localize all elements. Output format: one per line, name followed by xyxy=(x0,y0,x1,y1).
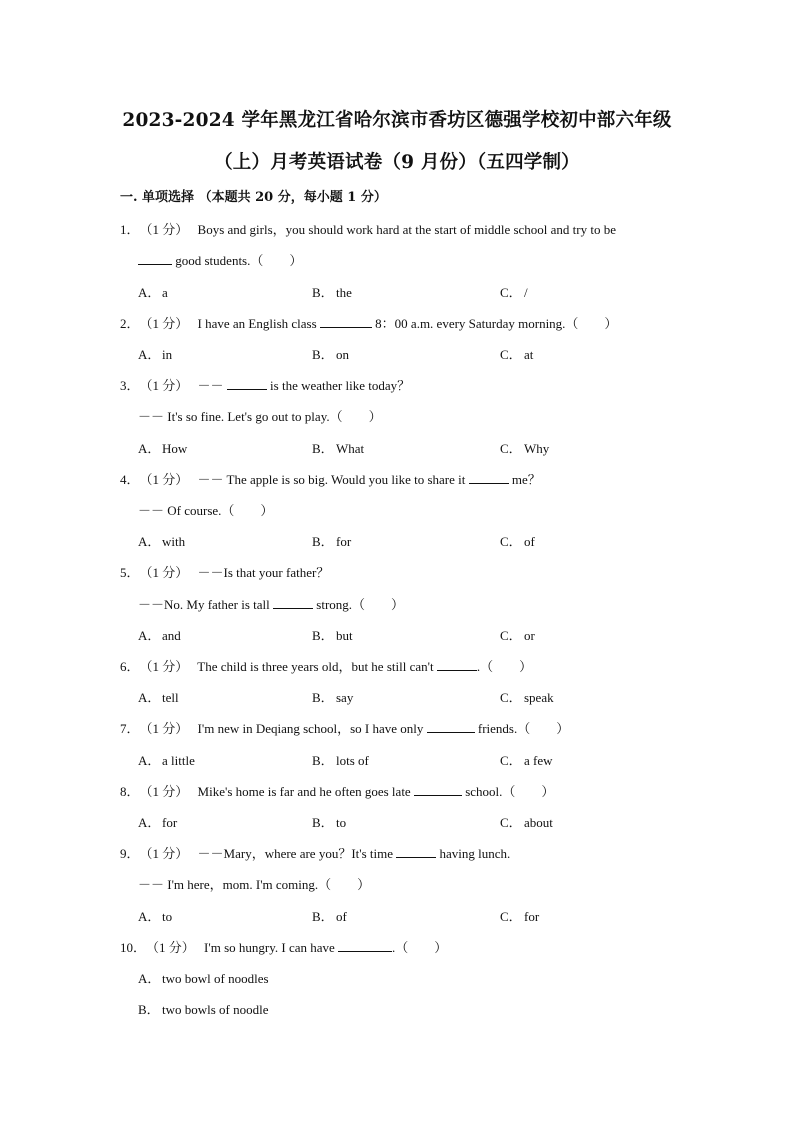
option-c: C． / xyxy=(500,285,528,300)
question-2: 2．（1 分） I have an English class 8：00 a.m. every Saturday morning.（ ） xyxy=(120,316,618,331)
option-b: B． for xyxy=(312,534,352,549)
option-a: A． a little xyxy=(138,753,195,768)
question-9: 9．（1 分） －－Mary，where are you？It's time having lunch. xyxy=(120,846,511,861)
option-a: A． a xyxy=(138,285,168,300)
option-b: B． the xyxy=(312,285,352,300)
option-a: A． tell xyxy=(138,690,179,705)
option-b: B． to xyxy=(312,815,347,830)
exam-title-line-1: 2023-2024 学年黑龙江省哈尔滨市香坊区德强学校初中部六年级 xyxy=(122,110,672,131)
question-7: 7．（1 分） I'm new in Deqiang school，so I have only friends.（ ） xyxy=(120,721,570,736)
option-c: C． a few xyxy=(500,753,553,768)
option-b: B． lots of xyxy=(312,753,369,768)
question-3-reply: －－ It's so fine. Let's go out to play.（ ） xyxy=(138,409,382,424)
option-b: B． on xyxy=(312,347,349,362)
answer-blank xyxy=(227,377,267,390)
question-1: 1．（1 分） Boys and girls，you should work hard at the start of middle school and try to be xyxy=(120,222,616,237)
question-6: 6．（1 分） The child is three years old，but he still can't .（ ） xyxy=(120,659,533,674)
question-text: Boys and girls，you should work hard at the start of middle school and try to be xyxy=(197,222,616,237)
option-b: B． of xyxy=(312,909,347,924)
exam-title-line-2: （上）月考英语试卷（9 月份）（五四学制） xyxy=(214,152,580,173)
answer-blank xyxy=(273,596,313,609)
question-5: 5．（1 分） －－Is that your father？ xyxy=(120,565,330,580)
option-a: A． in xyxy=(138,347,173,362)
option-a: A． to xyxy=(138,909,173,924)
option-a: A． with xyxy=(138,534,186,549)
answer-blank xyxy=(396,845,436,858)
answer-blank xyxy=(414,783,462,796)
option-a: A． for xyxy=(138,815,178,830)
option-a: A． two bowl of noodles xyxy=(138,971,269,986)
question-8: 8．（1 分） Mike's home is far and he often goes late school.（ ） xyxy=(120,784,555,799)
question-9-reply: －－ I'm here，mom. I'm coming.（ ） xyxy=(138,877,371,892)
option-c: C． about xyxy=(500,815,553,830)
option-a: A． and xyxy=(138,628,181,643)
option-c: C． for xyxy=(500,909,540,924)
answer-blank xyxy=(427,720,475,733)
option-b: B． two bowls of noodle xyxy=(138,1002,269,1017)
option-b: B． What xyxy=(312,441,365,456)
answer-blank xyxy=(469,471,509,484)
answer-blank xyxy=(320,315,372,328)
option-a: A． How xyxy=(138,441,188,456)
option-b: B． say xyxy=(312,690,354,705)
question-5-reply: －－No. My father is tall strong.（ ） xyxy=(138,597,405,612)
option-c: C． speak xyxy=(500,690,554,705)
question-1-continued: good students.（ ） xyxy=(138,250,302,269)
option-c: C． Why xyxy=(500,441,550,456)
question-10: 10．（1 分） I'm so hungry. I can have .（ ） xyxy=(120,940,448,955)
answer-blank xyxy=(437,658,477,671)
option-b: B． but xyxy=(312,628,353,643)
question-4: 4．（1 分） －－ The apple is so big. Would you like to share it me？ xyxy=(120,472,541,487)
section-heading: 一. 单项选择 （本题共 20 分，每小题 1 分） xyxy=(120,190,387,205)
answer-blank xyxy=(338,939,392,952)
question-3: 3．（1 分） －－ is the weather like today？ xyxy=(120,378,411,393)
question-4-reply: －－ Of course.（ ） xyxy=(138,503,274,518)
option-c: C． at xyxy=(500,347,534,362)
option-c: C． or xyxy=(500,628,535,643)
answer-blank xyxy=(138,252,172,265)
option-c: C． of xyxy=(500,534,535,549)
